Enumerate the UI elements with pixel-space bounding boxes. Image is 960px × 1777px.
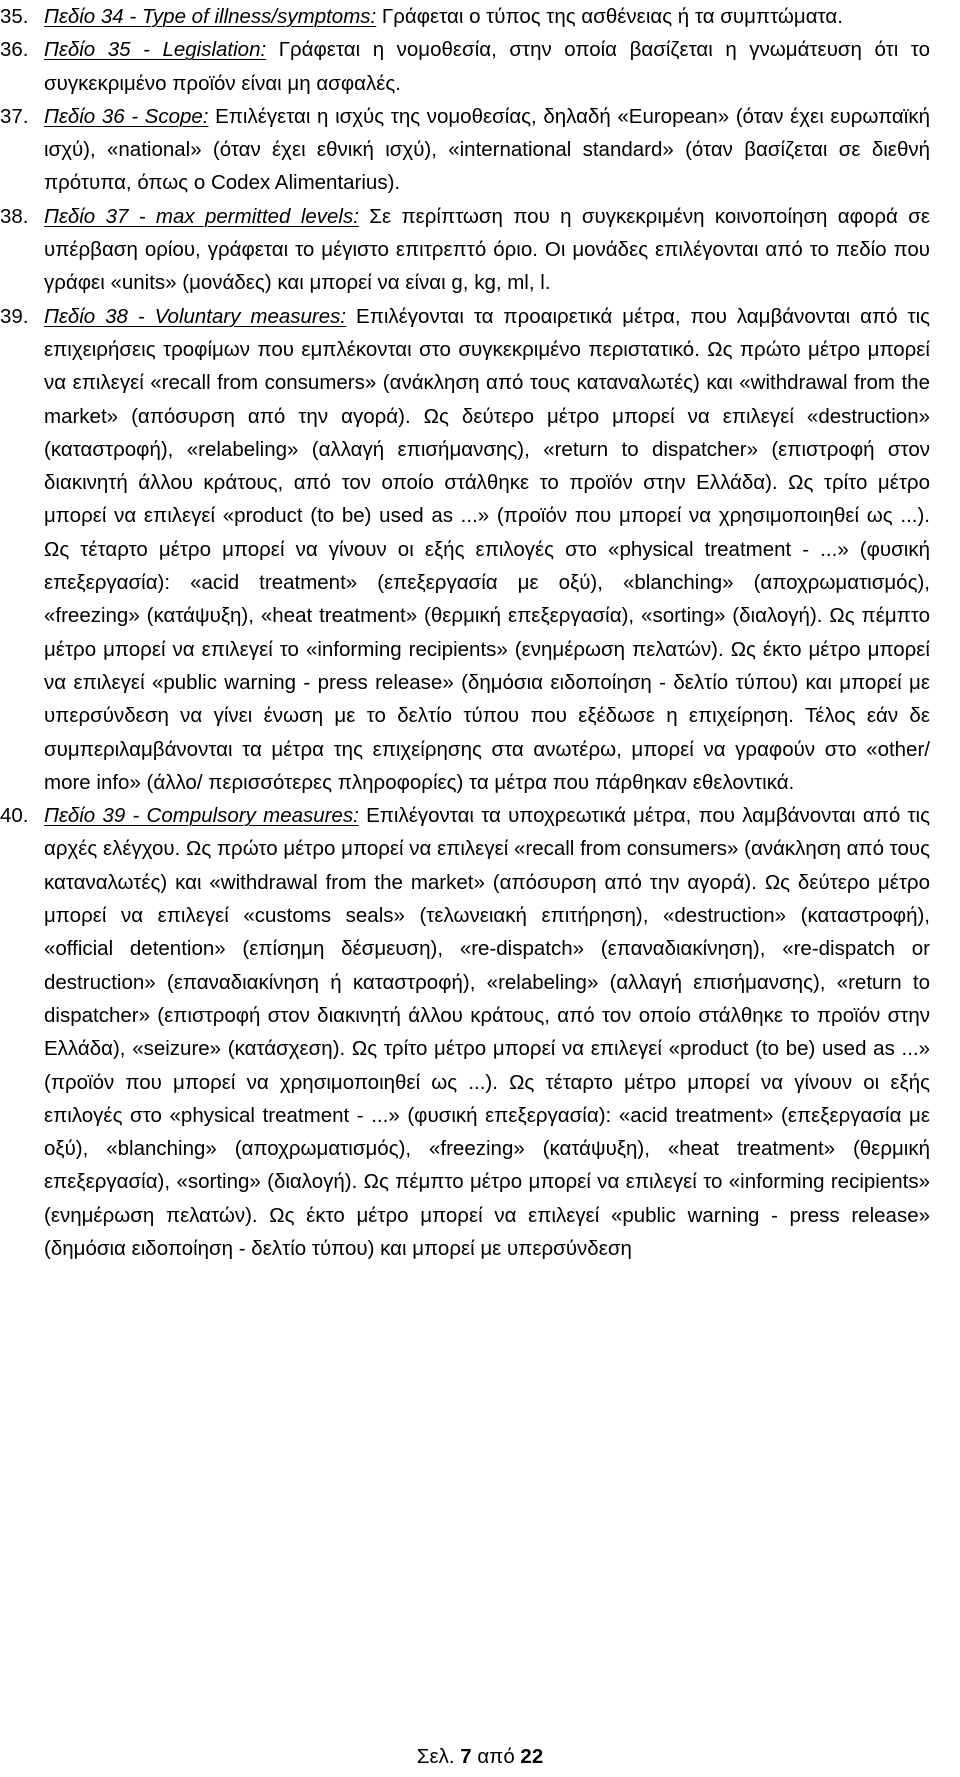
field-name: Πεδίο 37 - max permitted levels: [44,204,359,228]
item-number: 37. [0,104,29,128]
item-description: Γράφεται η νομοθεσία, στην οποία βασίζεται η γνωμάτευση ότι το συγκεκριμένο προϊόν είναι μη ασφαλές. [44,38,931,95]
list-item [0,200,930,300]
item-number: 36. [0,38,29,62]
item-number: 40. [0,804,29,828]
field-name: Πεδίο 34 - Type of illness/symptoms: [44,5,377,28]
list-item [0,799,930,1265]
list-item [0,100,930,200]
list-item [0,0,930,33]
page-footer [0,1742,960,1772]
item-number: 39. [0,304,29,328]
item-description: Σε περίπτωση που η συγκεκριμένη κοινοποίηση αφορά σε υπέρβαση ορίου, γράφεται το μέγιστο επιτρεπτό όριο. Οι μονάδες επιλέγονται από το πεδίο που γράφει «units» (μονάδες) και μπορεί να είναι g, kg, ml, l. [44,204,930,295]
list-item [0,300,930,799]
footer-page-separator: από [471,1745,521,1768]
item-description: Επιλέγονται τα υποχρεωτικά μέτρα, που λαμβάνονται από τις αρχές ελέγχου. Ως πρώτο μέτρο μπορεί να επιλεγεί «recall from consumers» (ανάκληση από τους καταναλωτές) και «withdrawal from the market» (απόσυρση από την αγορά). Ως δεύτερο μέτρο μπορεί να επιλεγεί «customs seals» (τελωνειακή επιτήρηση), «destruction» (καταστροφή), «official detention» (επίσημη δέσμευση), «re-dispatch» (επαναδιακίνηση), «re-dispatch or destruction» (επαναδιακίνηση ή καταστροφή), «relabeling» (αλλαγή επισήμανσης), «return to dispatcher» (επιστροφή στον διακινητή άλλου κράτους, από τον οποίο στάλθηκε το προϊόν στην Ελλάδα), «seizure» (κατάσχεση). Ως τρίτο μέτρο μπορεί να επιλεγεί «product (to be) used as ...» (προϊόν που μπορεί να χρησιμοποιηθεί ως ...). Ως τέταρτο μέτρο μπορεί να γίνουν οι εξής επιλογές στο «physical treatment - ...» (φυσική επεξεργασία): «acid treatment» (επεξεργασία με οξύ), «blanching» (αποχρωματισμός), «freezing» (κατάψυξη), «heat treatment» (θερμική επεξεργασία), «sorting» (διαλογή). Ως πέμπτο μέτρο μπορεί να επιλεγεί το «informing recipients» (ενημέρωση πελατών). Ως έκτο μέτρο μπορεί να επιλεγεί «public warning - press release» (δημόσια ειδοποίηση - δελτίο τύπου) και μπορεί με υπερσύνδεση [44,804,930,1260]
field-name: Πεδίο 36 - Scope: [44,104,209,128]
item-number: 38. [0,204,29,228]
footer-page-prefix: Σελ. [416,1745,461,1768]
list-item [0,33,930,100]
footer-current-page: 7 [460,1745,472,1768]
field-name: Πεδίο 39 - Compulsory measures: [44,804,359,828]
item-number: 35. [0,5,29,28]
item-description: Επιλέγονται τα προαιρετικά μέτρα, που λαμβάνονται από τις επιχειρήσεις τροφίμων που εμπλέκονται στο συγκεκριμένο περιστατικό. Ως πρώτο μέτρο μπορεί να επιλεγεί «recall from consumers» (ανάκληση από τους καταναλωτές) και «withdrawal from the market» (απόσυρση από την αγορά). Ως δεύτερο μέτρο μπορεί να επιλεγεί «destruction» (καταστροφή), «relabeling» (αλλαγή επισήμανσης), «return to dispatcher» (επιστροφή στον διακινητή άλλου κράτους, από τον οποίο στάλθηκε το προϊόν στην Ελλάδα). Ως τρίτο μέτρο μπορεί να επιλεγεί «product (to be) used as ...» (προϊόν που μπορεί να χρησιμοποιηθεί ως ...). Ως τέταρτο μέτρο μπορεί να γίνουν οι εξής επιλογές στο «physical treatment - ...» (φυσική επεξεργασία): «acid treatment» (επεξεργασία με οξύ), «blanching» (αποχρωματισμός), «freezing» (κατάψυξη), «heat treatment» (θερμική επεξεργασία), «sorting» (διαλογή). Ως πέμπτο μέτρο μπορεί να επιλεγεί το «informing recipients» (ενημέρωση πελατών). Ως έκτο μέτρο μπορεί να επιλεγεί «public warning - press release» (δημόσια ειδοποίηση - δελτίο τύπου) και μπορεί με υπερσύνδεση να γίνει ένωση με το δελτίο τύπου που εξέδωσε η επιχείρηση. Τέλος εάν δε συμπεριλαμβάνονται τα μέτρα της επιχείρησης στα ανωτέρω, μπορεί να γραφούν στο «other/ more info» (άλλο/ περισσότερες πληροφορίες) τα μέτρα που πάρθηκαν εθελοντικά. [44,304,931,794]
item-description: Γράφεται ο τύπος της ασθένειας ή τα συμπτώματα. [376,5,843,28]
footer-total-pages: 22 [520,1745,544,1768]
field-name: Πεδίο 38 - Voluntary measures: [44,304,347,328]
field-name: Πεδίο 35 - Legislation: [44,38,267,62]
item-description: Επιλέγεται η ισχύς της νομοθεσίας, δηλαδή «European» (όταν έχει ευρωπαϊκή ισχύ), «national» (όταν έχει εθνική ισχύ), «international standard» (όταν βασίζεται σε διεθνή πρότυπα, όπως ο Codex Alimentarius). [44,104,930,195]
